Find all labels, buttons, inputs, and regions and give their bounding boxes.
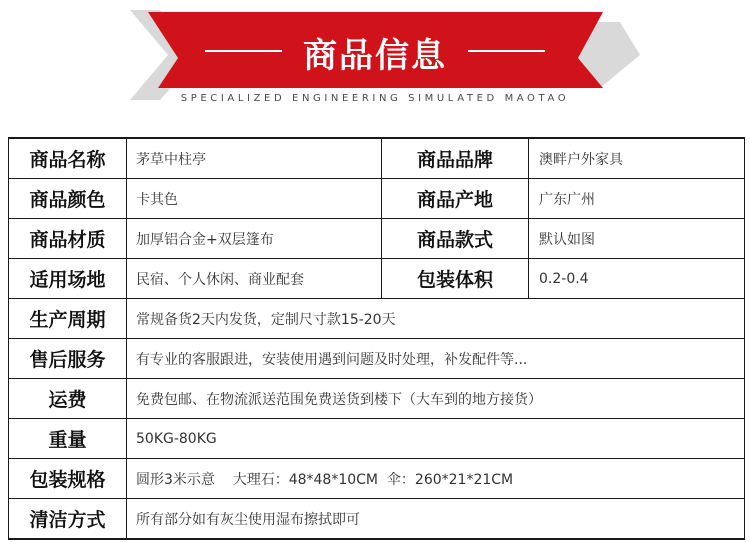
table-row (8, 459, 745, 499)
row-label: 商品材质 (8, 219, 126, 258)
row-value: 默认如图 (528, 219, 745, 258)
row-label: 适用场地 (8, 259, 126, 298)
product-info-table (8, 137, 745, 540)
table-row (8, 379, 745, 419)
page-title: 商品信息 (303, 36, 447, 76)
table-row (8, 339, 745, 379)
table-row (8, 259, 745, 299)
row-label: 包装体积 (381, 259, 528, 298)
header-banner (0, 0, 750, 130)
row-value: 圆形3米示意 大理石：48*48*10CM 伞：260*21*21CM (126, 459, 745, 498)
row-label: 商品颜色 (8, 179, 126, 218)
row-value: 澳畔户外家具 (528, 139, 745, 178)
row-value: 50KG-80KG (126, 419, 745, 458)
row-label: 包装规格 (8, 459, 126, 498)
row-label: 商品品牌 (381, 139, 528, 178)
row-label: 运费 (8, 379, 126, 418)
table-row (8, 419, 745, 459)
row-label: 商品名称 (8, 139, 126, 178)
row-label: 售后服务 (8, 339, 126, 378)
row-value: 茅草中柱亭 (126, 139, 381, 178)
row-value: 加厚铝合金+双层篷布 (126, 219, 381, 258)
row-value: 常规备货2天内发货，定制尺寸款15-20天 (126, 299, 745, 338)
row-value: 所有部分如有灰尘使用湿布擦拭即可 (126, 499, 745, 538)
row-label: 生产周期 (8, 299, 126, 338)
page-subtitle: SPECIALIZED ENGINEERING SIMULATED MAOTAO (180, 93, 570, 104)
row-label: 重量 (8, 419, 126, 458)
table-row (8, 139, 745, 179)
row-label: 商品款式 (381, 219, 528, 258)
row-value: 0.2-0.4 (528, 259, 745, 298)
table-row (8, 179, 745, 219)
row-value: 有专业的客服跟进，安装使用遇到问题及时处理，补发配件等... (126, 339, 745, 378)
table-row (8, 219, 745, 259)
row-label: 商品产地 (381, 179, 528, 218)
row-label: 清洁方式 (8, 499, 126, 538)
row-value: 卡其色 (126, 179, 381, 218)
table-row (8, 299, 745, 339)
table-row (8, 499, 745, 540)
row-value: 免费包邮、在物流派送范围免费送货到楼下（大车到的地方接货） (126, 379, 745, 418)
row-value: 广东广州 (528, 179, 745, 218)
row-value: 民宿、个人休闲、商业配套 (126, 259, 381, 298)
